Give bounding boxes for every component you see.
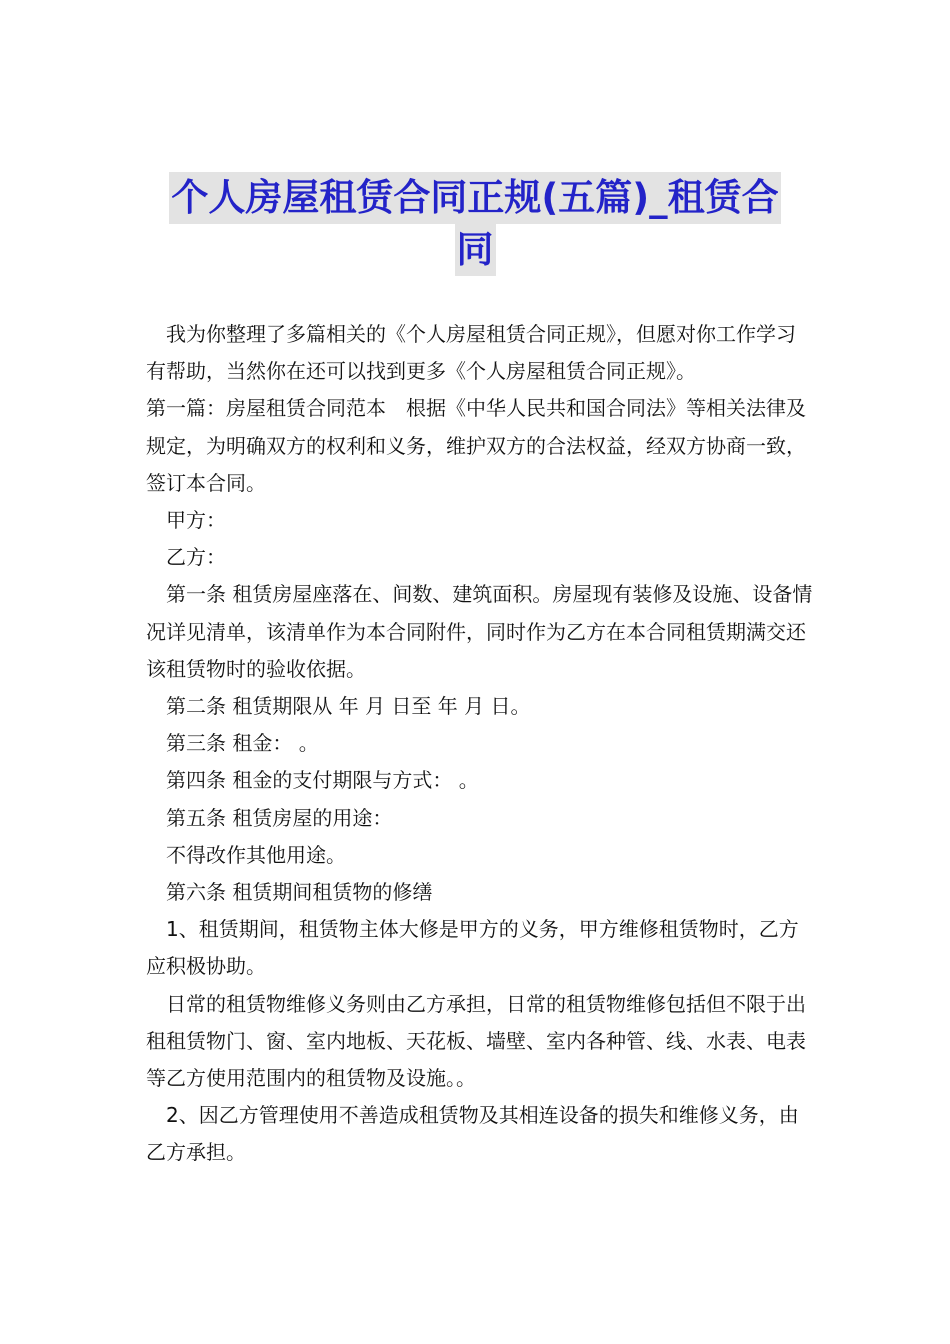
article-6-heading: 第六条 租赁期间租赁物的修缮 xyxy=(166,880,433,905)
article-2-paragraph: 第二条 租赁期限从 年 月 日至 年 月 日。 xyxy=(166,694,531,719)
party-b-line: 乙方： xyxy=(166,545,226,570)
article-3-paragraph: 第三条 租金： 。 xyxy=(166,731,319,756)
section-one-paragraph: 第一篇：房屋租赁合同范本 根据《中华人民共和国合同法》等相关法律及规定，为明确双方的权利和义务，维护双方的合法权益，经双方协商一致，签订本合同。 xyxy=(146,396,806,495)
article-6-item-2: 2、因乙方管理使用不善造成租赁物及其相连设备的损失和维修义务，由乙方承担。 xyxy=(146,1103,799,1165)
article-5-note: 不得改作其他用途。 xyxy=(166,842,346,867)
article-1-paragraph: 第一条 租赁房屋座落在、间数、建筑面积。房屋现有装修及设施、设备情况详见清单，该清单作为本合同附件，同时作为乙方在本合同租赁期满交还该租赁物时的验收依据。 xyxy=(146,582,813,681)
document-title xyxy=(0,172,950,276)
article-6-daily-maintenance: 日常的租赁物维修义务则由乙方承担，日常的租赁物维修包括但不限于出租租赁物门、窗、室内地板、天花板、墙壁、室内各种管、线、水表、电表等乙方使用范围内的租赁物及设施。。 xyxy=(146,991,806,1091)
intro-paragraph: 我为你整理了多篇相关的《个人房屋租赁合同正规》，但愿对你工作学习有帮助，当然你在还可以找到更多《个人房屋租赁合同正规》。 xyxy=(146,322,796,384)
article-5-paragraph: 第五条 租赁房屋的用途： xyxy=(166,805,393,830)
article-4-paragraph: 第四条 租金的支付期限与方式： 。 xyxy=(166,768,479,793)
party-a-line: 甲方： xyxy=(166,508,226,533)
document-body xyxy=(146,316,814,1172)
title-line-2: 同 xyxy=(455,224,496,276)
title-line-1: 个人房屋租赁合同正规(五篇)_租赁合 xyxy=(169,172,780,224)
article-6-item-1: 1、租赁期间，租赁物主体大修是甲方的义务，甲方维修租赁物时，乙方应积极协助。 xyxy=(146,917,799,979)
